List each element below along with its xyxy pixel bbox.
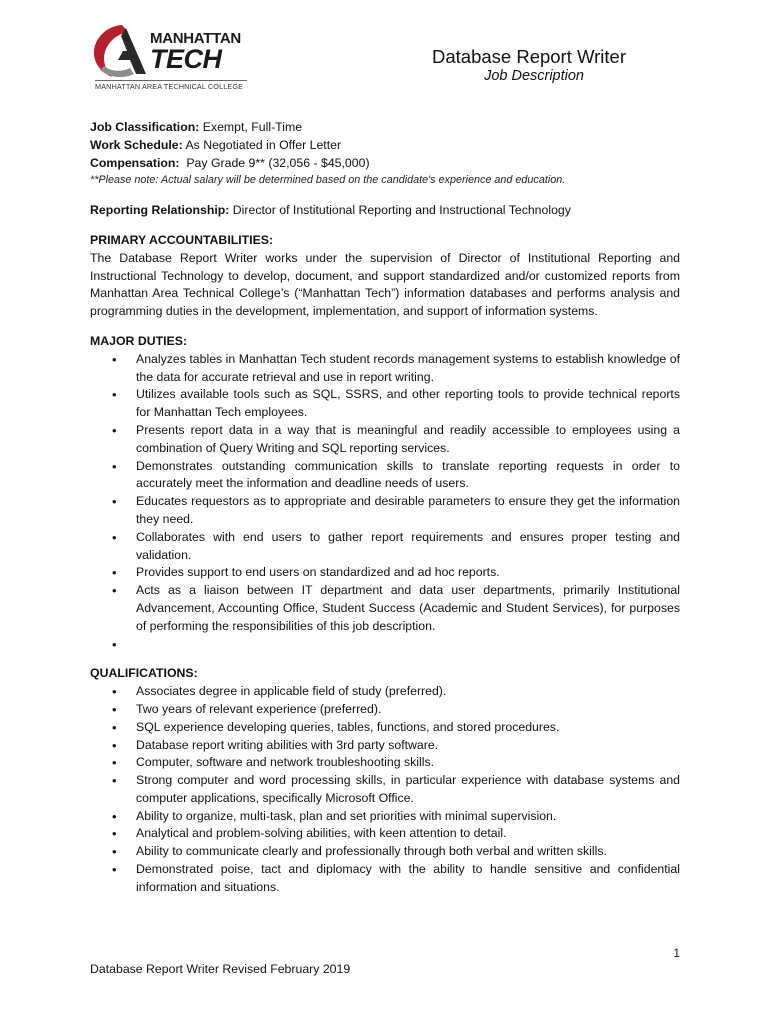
document-title: Database Report Writer <box>432 46 626 67</box>
list-item: • SQL experience developing queries, tables, functions, and stored procedures. <box>90 719 680 737</box>
work-schedule-label: Work Schedule: <box>90 137 183 152</box>
list-item: • Provides support to end users on standardized and ad hoc reports. <box>90 564 680 582</box>
list-item: • Educates requestors as to appropriate and desirable parameters to ensure they get the information they need. <box>90 493 680 529</box>
list-item: • Demonstrated poise, tact and diplomacy with the ability to handle sensitive and confidential information and situations. <box>90 861 680 897</box>
qualifications-heading: QUALIFICATIONS: <box>90 666 198 681</box>
reporting-relationship-value: Director of Institutional Reporting and Instructional Technology <box>229 203 571 218</box>
job-classification <box>90 119 680 137</box>
reporting-relationship-label: Reporting Relationship: <box>90 203 230 218</box>
list-item: • Presents report data in a way that is meaningful and readily accessible to employees using a combination of Query Writing and SQL reporting services. <box>90 422 680 458</box>
primary-accountabilities-heading: PRIMARY ACCOUNTABILITIES: <box>90 232 274 247</box>
work-schedule <box>90 137 680 155</box>
list-item: • Strong computer and word processing skills, in particular experience with database systems and computer applications, specifically Microsoft Office. <box>90 772 680 808</box>
primary-accountabilities-text: The Database Report Writer works under the supervision of Director of Institutional Reporting and Instructional Technology to develop, document, and support standardized and/or customized reports from Manhattan Area Technical College’s (“Manhattan Tech”) information databases and performs analysis and programming duties in the development, implementation, and support of information systems. <box>90 250 680 319</box>
logo-name-text: MANHATTAN <box>150 30 241 47</box>
logo-mark-icon <box>90 22 150 80</box>
major-duties-list <box>90 351 680 654</box>
compensation <box>90 155 680 173</box>
list-item: • Ability to organize, multi-task, plan and set priorities with minimal supervision. <box>90 808 680 826</box>
reporting-relationship <box>90 202 680 220</box>
logo-divider <box>95 80 247 81</box>
list-item-empty <box>90 636 680 654</box>
list-item: • Ability to communicate clearly and professionally through both verbal and written skills. <box>90 843 680 861</box>
college-logo <box>90 22 250 92</box>
qualifications-list <box>90 683 680 897</box>
job-classification-label: Job Classification: <box>90 120 200 134</box>
salary-note: **Please note: Actual salary will be determined based on the candidate's experience and education. <box>90 174 566 187</box>
list-item: • Utilizes available tools such as SQL, SSRS, and other reporting tools to provide technical reports for Manhattan Tech employees. <box>90 386 680 422</box>
list-item: • Computer, software and network troubleshooting skills. <box>90 754 680 772</box>
logo-tech-text: TECH <box>150 44 222 74</box>
list-item: • Acts as a liaison between IT department and data user departments, primarily Institutional Advancement, Accounting Office, Student Success (Academic and Student Services), for purposes of performing the responsibilities of this job description. <box>90 582 680 635</box>
job-classification-value: Exempt, Full-Time <box>199 120 303 134</box>
logo-subtitle: MANHATTAN AREA TECHNICAL COLLEGE <box>95 82 244 91</box>
list-item: • Associates degree in applicable field of study (preferred). <box>90 683 680 701</box>
list-item: • Two years of relevant experience (preferred). <box>90 701 680 719</box>
document-subtitle: Job Description <box>484 68 584 84</box>
major-duties-heading: MAJOR DUTIES: <box>90 333 188 348</box>
list-item: • Demonstrates outstanding communication skills to translate reporting requests in order to accurately meet the information and deadline needs of users. <box>90 458 680 494</box>
list-item: • Database report writing abilities with 3rd party software. <box>90 737 680 755</box>
page-number: 1 <box>673 946 680 960</box>
list-item: • Collaborates with end users to gather report requirements and ensures proper testing and validation. <box>90 529 680 565</box>
document-body <box>90 119 680 897</box>
list-item: • Analyzes tables in Manhattan Tech student records management systems to establish knowledge of the data for accurate retrieval and use in report writing. <box>90 351 680 387</box>
compensation-value: Pay Grade 9** (32,056 - $45,000) <box>179 155 370 170</box>
work-schedule-value: As Negotiated in Offer Letter <box>182 137 342 152</box>
compensation-label: Compensation: <box>90 155 180 170</box>
list-item: • Analytical and problem-solving abilities, with keen attention to detail. <box>90 825 680 843</box>
footer-text: Database Report Writer Revised February 2019 <box>90 962 351 976</box>
